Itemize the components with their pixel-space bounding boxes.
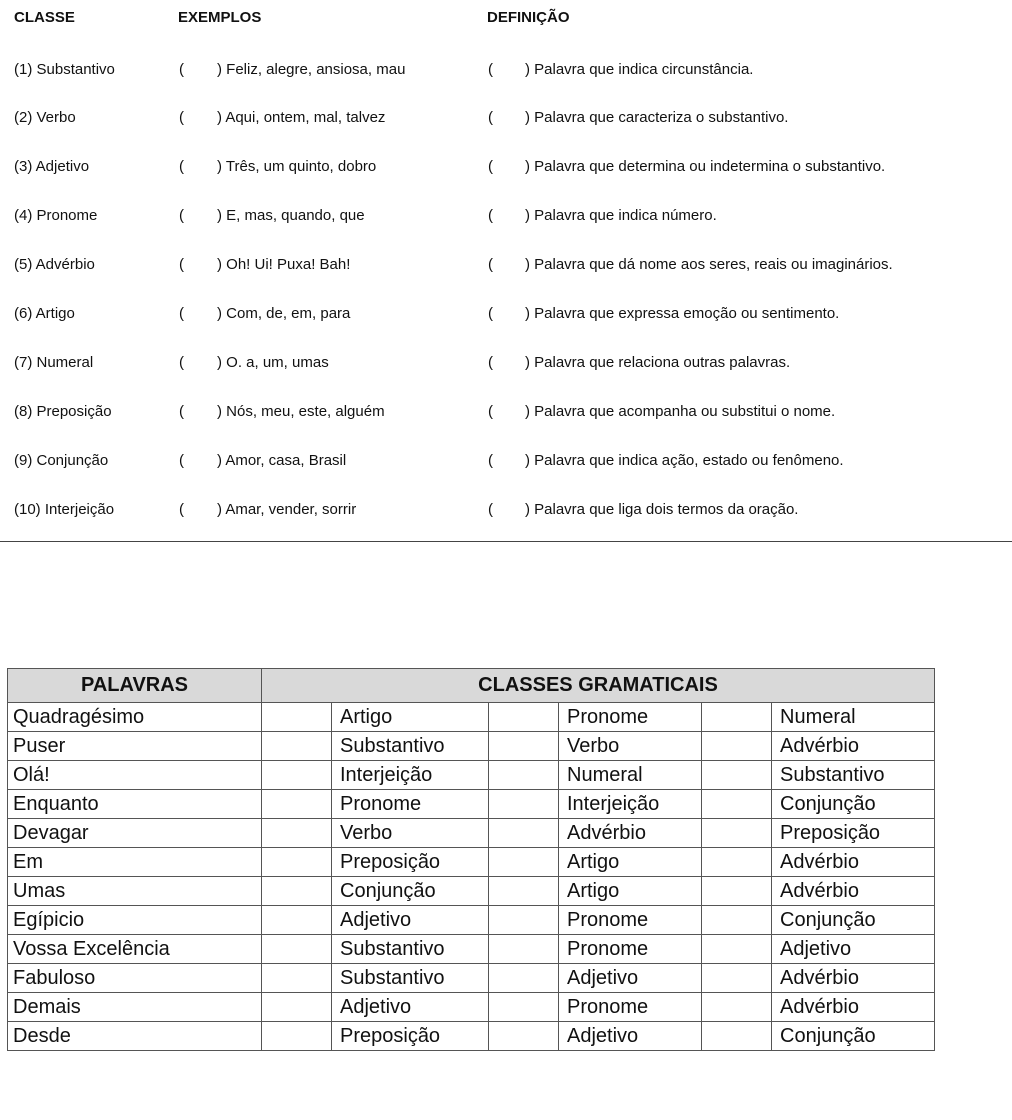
exercise-classe: (1) Substantivo: [14, 61, 115, 78]
answer-blank-definicao[interactable]: (: [488, 403, 493, 420]
class-option-cell: Interjeição: [559, 790, 702, 819]
answer-box[interactable]: [489, 819, 559, 848]
answer-blank-definicao[interactable]: (: [488, 354, 493, 371]
exercise-classe: (6) Artigo: [14, 305, 75, 322]
class-option-cell: Advérbio: [772, 848, 935, 877]
word-cell: Egípicio: [8, 906, 262, 935]
answer-box[interactable]: [262, 993, 332, 1022]
exercise-exemplo: ) Nós, meu, este, alguém: [217, 403, 385, 420]
class-option-cell: Advérbio: [559, 819, 702, 848]
answer-box[interactable]: [489, 703, 559, 732]
exercise-classe: (2) Verbo: [14, 109, 76, 126]
word-cell: Olá!: [8, 761, 262, 790]
word-cell: Devagar: [8, 819, 262, 848]
class-option-cell: Substantivo: [332, 964, 489, 993]
class-option-cell: Verbo: [332, 819, 489, 848]
class-option-cell: Artigo: [559, 848, 702, 877]
answer-blank-definicao[interactable]: (: [488, 305, 493, 322]
answer-blank-exemplo[interactable]: (: [179, 256, 184, 273]
class-option-cell: Numeral: [772, 703, 935, 732]
exercise-exemplo: ) Amor, casa, Brasil: [217, 452, 347, 469]
exercise-row: [0, 351, 1012, 375]
answer-box[interactable]: [489, 993, 559, 1022]
header-classes-gramaticais: CLASSES GRAMATICAIS: [262, 669, 935, 703]
answer-box[interactable]: [702, 877, 772, 906]
class-option-cell: Advérbio: [772, 964, 935, 993]
matching-exercise: [0, 0, 1012, 545]
exercise-exemplo: ) E, mas, quando, que: [217, 207, 365, 224]
word-cell: Em: [8, 848, 262, 877]
class-option-cell: Conjunção: [772, 906, 935, 935]
answer-blank-definicao[interactable]: (: [488, 109, 493, 126]
answer-box[interactable]: [262, 819, 332, 848]
exercise-definicao: ) Palavra que relaciona outras palavras.: [525, 354, 791, 371]
header-palavras: PALAVRAS: [8, 669, 262, 703]
class-option-cell: Preposição: [332, 848, 489, 877]
answer-box[interactable]: [262, 906, 332, 935]
class-option-cell: Adjetivo: [772, 935, 935, 964]
answer-box[interactable]: [262, 848, 332, 877]
answer-box[interactable]: [702, 993, 772, 1022]
word-cell: Desde: [8, 1022, 262, 1051]
exercise-classe: (8) Preposição: [14, 403, 112, 420]
header-exemplos: EXEMPLOS: [178, 9, 262, 26]
exercise-definicao: ) Palavra que determina ou indetermina o substantivo.: [525, 158, 886, 175]
answer-box[interactable]: [702, 761, 772, 790]
exercise-classe: (7) Numeral: [14, 354, 94, 371]
answer-box[interactable]: [702, 1022, 772, 1051]
exercise-definicao: ) Palavra que indica ação, estado ou fenômeno.: [525, 452, 844, 469]
class-option-cell: Conjunção: [772, 790, 935, 819]
exercise-header-row: [0, 6, 1012, 30]
exercise-definicao: ) Palavra que indica número.: [525, 207, 717, 224]
answer-box[interactable]: [489, 935, 559, 964]
answer-box[interactable]: [262, 703, 332, 732]
class-option-cell: Pronome: [332, 790, 489, 819]
exercise-row: [0, 58, 1012, 82]
word-cell: Enquanto: [8, 790, 262, 819]
answer-box[interactable]: [702, 848, 772, 877]
class-option-cell: Adjetivo: [559, 1022, 702, 1051]
class-option-cell: Numeral: [559, 761, 702, 790]
answer-box[interactable]: [262, 1022, 332, 1051]
exercise-row: [0, 302, 1012, 326]
exercise-exemplo: ) Amar, vender, sorrir: [217, 501, 357, 518]
exercise-classe: (10) Interjeição: [14, 501, 115, 518]
exercise-definicao: ) Palavra que dá nome aos seres, reais ou imaginários.: [525, 256, 893, 273]
table-row: [8, 964, 935, 993]
exercise-classe: (4) Pronome: [14, 207, 98, 224]
answer-blank-definicao[interactable]: (: [488, 452, 493, 469]
table-row: [8, 935, 935, 964]
answer-blank-exemplo[interactable]: (: [179, 403, 184, 420]
exercise-definicao: ) Palavra que caracteriza o substantivo.: [525, 109, 789, 126]
table-row: [8, 848, 935, 877]
exercise-row: [0, 400, 1012, 424]
class-option-cell: Substantivo: [772, 761, 935, 790]
exercise-exemplo: ) Com, de, em, para: [217, 305, 351, 322]
class-option-cell: Substantivo: [332, 935, 489, 964]
exercise-row: [0, 449, 1012, 473]
class-option-cell: Conjunção: [332, 877, 489, 906]
class-option-cell: Verbo: [559, 732, 702, 761]
word-cell: Fabuloso: [8, 964, 262, 993]
answer-blank-exemplo[interactable]: (: [179, 158, 184, 175]
answer-box[interactable]: [489, 848, 559, 877]
answer-box[interactable]: [489, 877, 559, 906]
answer-box[interactable]: [262, 732, 332, 761]
table-row: [8, 732, 935, 761]
class-option-cell: Pronome: [559, 703, 702, 732]
exercise-row: [0, 204, 1012, 228]
exercise-exemplo: ) Três, um quinto, dobro: [217, 158, 377, 175]
answer-box[interactable]: [702, 790, 772, 819]
class-option-cell: Advérbio: [772, 993, 935, 1022]
answer-blank-definicao[interactable]: (: [488, 158, 493, 175]
class-option-cell: Pronome: [559, 906, 702, 935]
class-option-cell: Artigo: [559, 877, 702, 906]
answer-box[interactable]: [262, 964, 332, 993]
grammar-classes-table: [7, 668, 935, 1051]
table-row: [8, 703, 935, 732]
answer-box[interactable]: [702, 906, 772, 935]
table-header-row: [8, 669, 935, 703]
answer-box[interactable]: [489, 790, 559, 819]
exercise-definicao: ) Palavra que expressa emoção ou sentimento.: [525, 305, 840, 322]
answer-blank-definicao[interactable]: (: [488, 256, 493, 273]
class-option-cell: Pronome: [559, 993, 702, 1022]
section-divider: [0, 541, 1012, 542]
answer-blank-exemplo[interactable]: (: [179, 207, 184, 224]
exercise-row: [0, 106, 1012, 130]
table-row: [8, 819, 935, 848]
table-row: [8, 877, 935, 906]
exercise-definicao: ) Palavra que indica circunstância.: [525, 61, 754, 78]
answer-box[interactable]: [262, 935, 332, 964]
table-row: [8, 1022, 935, 1051]
answer-box[interactable]: [262, 877, 332, 906]
class-option-cell: Conjunção: [772, 1022, 935, 1051]
answer-blank-exemplo[interactable]: (: [179, 305, 184, 322]
word-cell: Umas: [8, 877, 262, 906]
class-option-cell: Preposição: [332, 1022, 489, 1051]
answer-box[interactable]: [262, 761, 332, 790]
answer-box[interactable]: [262, 790, 332, 819]
class-option-cell: Advérbio: [772, 877, 935, 906]
answer-blank-definicao[interactable]: (: [488, 61, 493, 78]
class-option-cell: Preposição: [772, 819, 935, 848]
answer-blank-definicao[interactable]: (: [488, 501, 493, 518]
answer-box[interactable]: [702, 819, 772, 848]
exercise-exemplo: ) Oh! Ui! Puxa! Bah!: [217, 256, 351, 273]
answer-box[interactable]: [702, 732, 772, 761]
class-option-cell: Substantivo: [332, 732, 489, 761]
exercise-row: [0, 498, 1012, 522]
word-cell: Vossa Excelência: [8, 935, 262, 964]
table-row: [8, 761, 935, 790]
header-classe: CLASSE: [14, 9, 75, 26]
answer-blank-exemplo[interactable]: (: [179, 354, 184, 371]
exercise-classe: (5) Advérbio: [14, 256, 95, 273]
header-definicao: DEFINIÇÃO: [487, 9, 570, 26]
exercise-classe: (3) Adjetivo: [14, 158, 90, 175]
exercise-exemplo: ) Aqui, ontem, mal, talvez: [217, 109, 386, 126]
answer-box[interactable]: [702, 935, 772, 964]
answer-blank-exemplo[interactable]: (: [179, 109, 184, 126]
table-row: [8, 993, 935, 1022]
answer-box[interactable]: [489, 1022, 559, 1051]
exercise-definicao: ) Palavra que liga dois termos da oração.: [525, 501, 799, 518]
answer-blank-exemplo[interactable]: (: [179, 61, 184, 78]
exercise-definicao: ) Palavra que acompanha ou substitui o nome.: [525, 403, 836, 420]
word-cell: Demais: [8, 993, 262, 1022]
answer-box[interactable]: [489, 964, 559, 993]
answer-blank-definicao[interactable]: (: [488, 207, 493, 224]
table-row: [8, 906, 935, 935]
exercise-classe: (9) Conjunção: [14, 452, 109, 469]
answer-box[interactable]: [489, 761, 559, 790]
answer-box[interactable]: [702, 703, 772, 732]
answer-box[interactable]: [489, 732, 559, 761]
class-option-cell: Pronome: [559, 935, 702, 964]
class-option-cell: Adjetivo: [332, 993, 489, 1022]
exercise-row: [0, 253, 1012, 277]
class-option-cell: Interjeição: [332, 761, 489, 790]
word-cell: Quadragésimo: [8, 703, 262, 732]
class-option-cell: Advérbio: [772, 732, 935, 761]
answer-blank-exemplo[interactable]: (: [179, 452, 184, 469]
exercise-row: [0, 155, 1012, 179]
class-option-cell: Adjetivo: [332, 906, 489, 935]
word-cell: Puser: [8, 732, 262, 761]
table-row: [8, 790, 935, 819]
class-option-cell: Adjetivo: [559, 964, 702, 993]
answer-box[interactable]: [702, 964, 772, 993]
class-option-cell: Artigo: [332, 703, 489, 732]
exercise-exemplo: ) Feliz, alegre, ansiosa, mau: [217, 61, 406, 78]
answer-blank-exemplo[interactable]: (: [179, 501, 184, 518]
answer-box[interactable]: [489, 906, 559, 935]
exercise-exemplo: ) O. a, um, umas: [217, 354, 329, 371]
